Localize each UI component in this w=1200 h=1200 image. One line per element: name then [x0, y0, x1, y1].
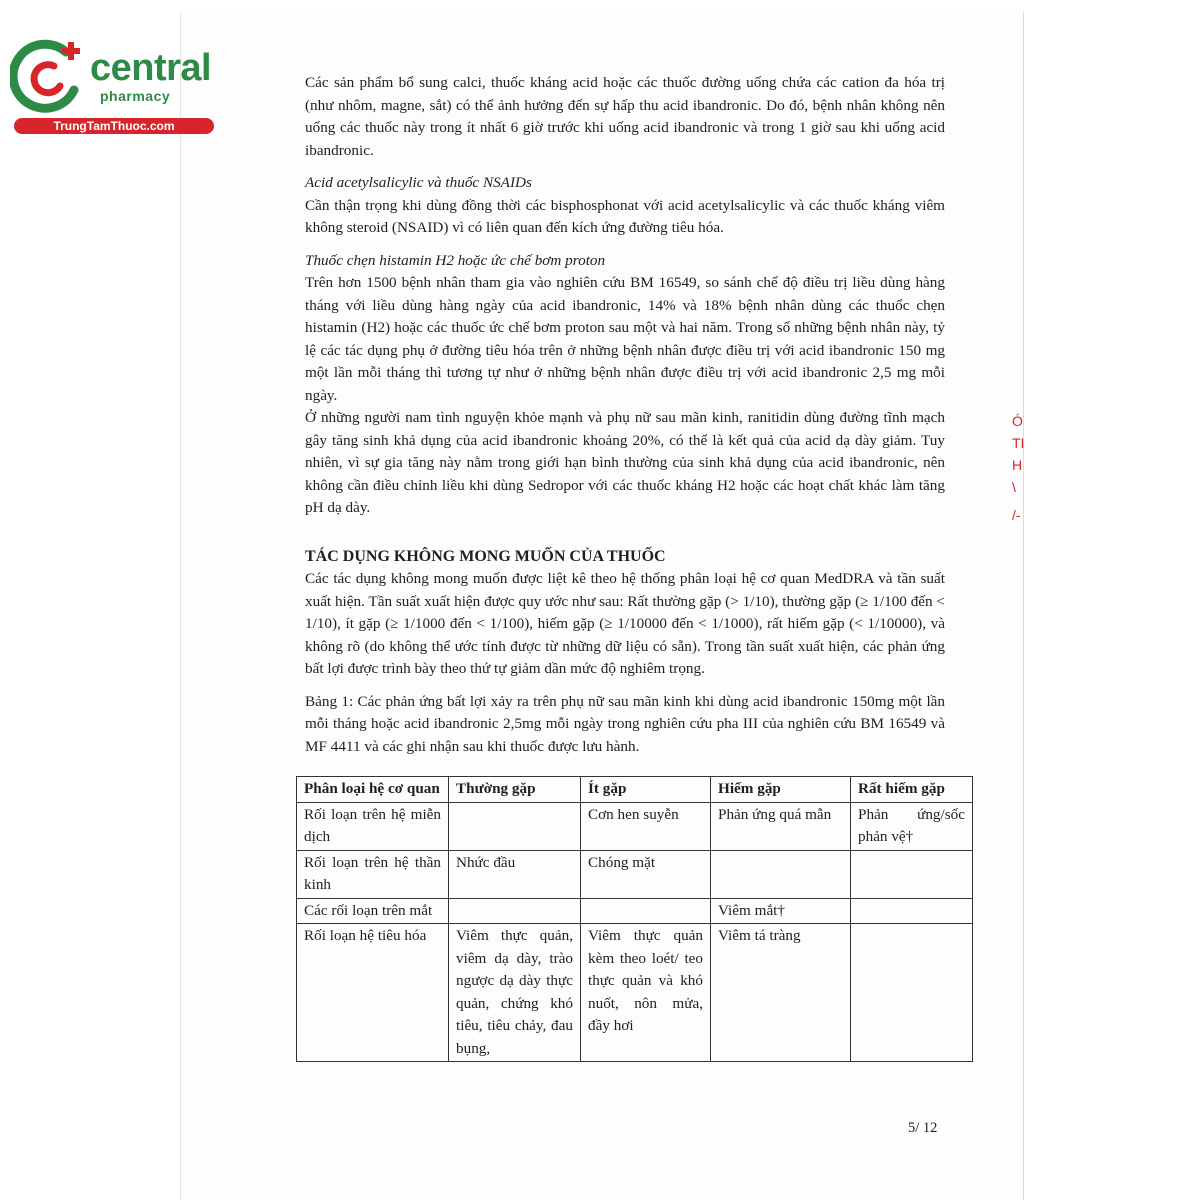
edge-mark: TI [1012, 435, 1025, 451]
table-row [297, 850, 973, 898]
header-cell: Phân loại hệ cơ quan [297, 777, 449, 803]
table-cell: Rối loạn trên hệ thần kinh [297, 850, 449, 898]
document-body [304, 72, 965, 1062]
table-cell: Phản ứng quá mẫn [711, 802, 851, 850]
header-cell: Thường gặp [449, 777, 581, 803]
table-row [297, 924, 973, 1062]
table-cell: Nhức đầu [449, 850, 581, 898]
table-cell [449, 802, 581, 850]
subheading-nsaids: Acid acetylsalicylic và thuốc NSAIDs [305, 174, 532, 191]
paragraph-h2-study: Trên hơn 1500 bệnh nhân tham gia vào nghiên cứu BM 16549, so sánh chế độ điều trị liều dùng hàng tháng với liều dùng hàng ngày của acid ibandronic, 14% và 18% bệnh nhân dùng các thuốc chẹn histamin (H2) hoặc các thuốc ức chế bơm proton sau một và hai năm. Trong số những bệnh nhân này, tỷ lệ các tác dụng phụ ở đường tiêu hóa trên ở những bệnh nhân được điều trị với acid ibandronic 150 mg một lần mỗi tháng thì tương tự như ở những bệnh nhân được điều trị với acid ibandronic 2,5 mg mỗi ngày. [305, 274, 945, 404]
table-caption: Bảng 1: Các phản ứng bất lợi xảy ra trên phụ nữ sau mãn kinh khi dùng acid ibandronic 150mg một lần mỗi tháng hoặc acid ibandronic 2,5mg mỗi ngày trong nghiên cứu pha III của nghiên cứu BM 16549 và MF 4411 và các ghi nhận sau khi thuốc được lưu hành. [305, 692, 945, 755]
paragraph-nsaids: Cần thận trọng khi dùng đồng thời các bisphosphonat với acid acetylsalicylic và các thuốc kháng viêm không steroid (NSAID) vì có liên quan đến kích ứng đường tiêu hóa. [305, 196, 945, 236]
page-number: 5/ 12 [908, 1120, 938, 1136]
table-header-row [297, 777, 973, 803]
table-cell: Các rối loạn trên mắt [297, 898, 449, 924]
table-cell: Viêm thực quản, viêm dạ dày, trào ngược dạ dày thực quản, chứng khó tiêu, tiêu chảy, đau bụng, [449, 924, 581, 1062]
subheading-h2: Thuốc chẹn histamin H2 hoặc ức chế bơm proton [305, 251, 606, 269]
edge-mark: H [1012, 457, 1023, 473]
header-cell: Ít gặp [581, 777, 711, 803]
section-heading: TÁC DỤNG KHÔNG MONG MUỐN CỦA THUỐC [305, 547, 666, 565]
table-row [297, 802, 973, 850]
table-cell: Rối loạn trên hệ miễn dịch [297, 802, 449, 850]
table-cell: Viêm tá tràng [711, 924, 851, 1062]
table-cell: Cơn hen suyễn [581, 802, 711, 850]
edge-mark: /- [1012, 507, 1021, 523]
paragraph-ranitidine: Ở những người nam tình nguyện khỏe mạnh và phụ nữ sau mãn kinh, ranitidin dùng đường tĩnh mạch gây tăng sinh khả dụng của acid ibandronic khoảng 20%, có thể là kết quả của acid dạ dày giảm. Tuy nhiên, vì sự gia tăng này nằm trong giới hạn bình thường của sinh khả dụng của acid ibandronic, nên không cần điều chỉnh liều khi dùng Sedropor với các thuốc kháng H2 hoặc các hoạt chất khác làm tăng pH dạ dày. [305, 409, 945, 516]
logo-brand: central [90, 47, 212, 89]
table-cell [581, 898, 711, 924]
table-cell [449, 898, 581, 924]
edge-mark: \ [1012, 479, 1016, 495]
header-cell: Rất hiếm gặp [851, 777, 973, 803]
paragraph-calcium: Các sản phẩm bổ sung calci, thuốc kháng acid hoặc các thuốc đường uống chứa các cation đa hóa trị (như nhôm, magne, sắt) có thể ảnh hưởng đến sự hấp thu acid ibandronic. Do đó, bệnh nhân không nên uống các thuốc này trong ít nhất 6 giờ trước khi uống acid ibandronic và trong 1 giờ sau khi uống acid ibandronic. [305, 74, 945, 159]
table-cell: Phản ứng/sốc phản vệ† [851, 802, 973, 850]
table-cell: Viêm thực quản kèm theo loét/ teo thực quản và khó nuốt, nôn mửa, đầy hơi [581, 924, 711, 1062]
table-row [297, 898, 973, 924]
paragraph-meddra: Các tác dụng không mong muốn được liệt kê theo hệ thống phân loại hệ cơ quan MedDRA và tần suất xuất hiện. Tần suất xuất hiện được quy ước như sau: Rất thường gặp (> 1/10), thường gặp (≥ 1/100 đến < 1/10), ít gặp (≥ 1/1000 đến < 1/100), hiếm gặp (≥ 1/10000 đến < 1/1000), rất hiếm gặp (< 1/10000), và không rõ (do không thể ước tính được từ những dữ liệu có sẵn). Trong tần suất xuất hiện, các phản ứng bất lợi được trình bày theo thứ tự giảm dần mức độ nghiêm trọng. [305, 570, 945, 677]
logo-mark-icon [10, 38, 90, 118]
table-cell: Chóng mặt [581, 850, 711, 898]
edge-marks [1012, 410, 1024, 526]
table-cell [851, 924, 973, 1062]
table-cell [851, 898, 973, 924]
table-cell [711, 850, 851, 898]
logo-subtitle: pharmacy [100, 88, 171, 104]
pharmacy-logo[interactable] [10, 38, 215, 138]
table-cell: Viêm mắt† [711, 898, 851, 924]
edge-mark: Ó [1012, 413, 1023, 429]
logo-url-badge[interactable]: TrungTamThuoc.com [14, 118, 214, 134]
table-cell [851, 850, 973, 898]
table-cell: Rối loạn hệ tiêu hóa [297, 924, 449, 1062]
header-cell: Hiếm gặp [711, 777, 851, 803]
adverse-reactions-table [296, 776, 973, 1062]
